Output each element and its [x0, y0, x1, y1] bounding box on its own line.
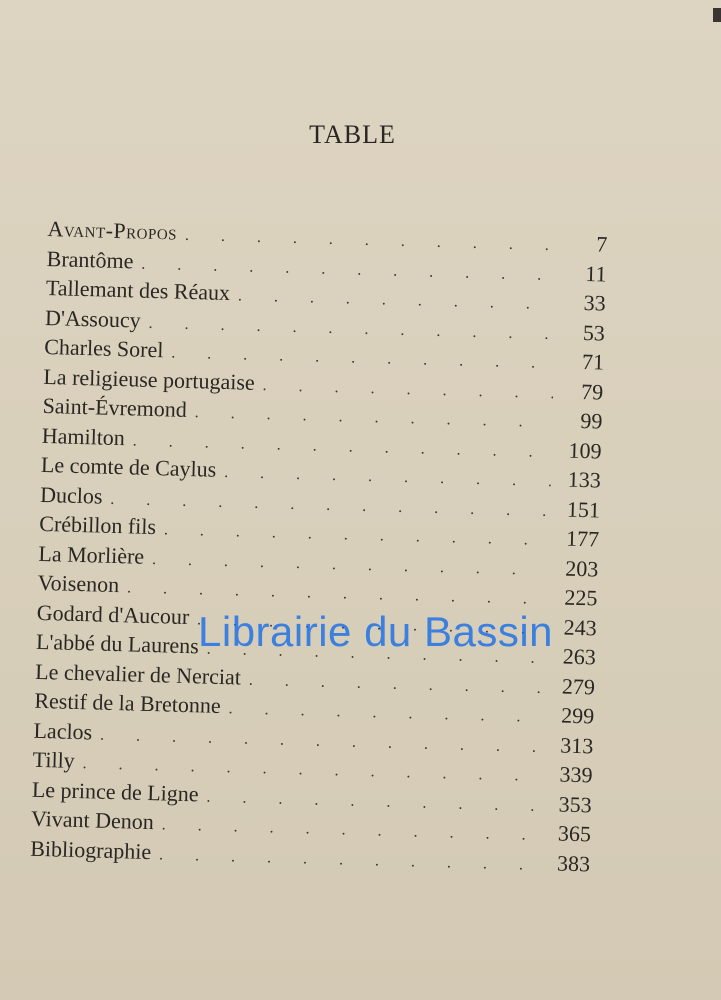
toc-entry-label: Hamilton — [41, 422, 126, 450]
toc-entry-label: Crébillon fils — [39, 510, 157, 540]
toc-entry-page: 263 — [562, 643, 597, 670]
toc-entry-page: 203 — [564, 555, 599, 581]
toc-entry-label: Charles Sorel — [43, 333, 164, 363]
page-title: TABLE — [309, 120, 396, 149]
toc-entry-page: 177 — [565, 525, 600, 552]
toc-entry-label: Tallemant des Réaux — [45, 274, 231, 306]
toc-entry-page: 151 — [566, 496, 601, 523]
toc-entry-page: 365 — [557, 820, 592, 847]
toc-entry-label: Saint-Évremond — [42, 392, 188, 422]
toc-entry-label: D'Assoucy — [44, 304, 142, 333]
toc-entry-page: 99 — [580, 407, 603, 434]
toc-entry-page: 313 — [560, 732, 594, 758]
toc-entry-label: Le chevalier de Nerciat — [34, 658, 242, 690]
toc-entry-page: 299 — [560, 702, 595, 729]
toc-entry-page: 71 — [581, 348, 605, 375]
toc-entry-label: Le comte de Caylus — [40, 451, 217, 482]
toc-entry-label: Le prince de Ligne — [31, 776, 199, 806]
table-of-contents — [30, 214, 608, 878]
toc-entry-label: Bibliographie — [29, 835, 152, 864]
toc-entry-label: Avant-Propos — [47, 215, 178, 245]
page-corner-mark — [713, 8, 721, 22]
toc-entry-page: 339 — [559, 761, 593, 788]
toc-entry-page: 225 — [564, 584, 598, 611]
toc-entry-label: Vivant Denon — [30, 805, 155, 835]
toc-entry-page: 53 — [582, 319, 606, 346]
toc-entry-page: 279 — [561, 673, 596, 699]
toc-entry-page: 133 — [567, 466, 602, 493]
toc-entry-page: 383 — [556, 849, 591, 876]
toc-entry-page: 109 — [568, 437, 602, 464]
toc-entry-label: Laclos — [33, 717, 93, 744]
toc-entry-label: Tilly — [32, 746, 76, 773]
toc-entry-page: 33 — [583, 289, 607, 316]
toc-entry-page: 79 — [580, 378, 604, 405]
toc-entry-label: La Morlière — [38, 540, 145, 569]
toc-entry-label: La religieuse portugaise — [43, 363, 256, 395]
toc-entry-label: Duclos — [39, 481, 103, 509]
toc-entry-label: L'abbé du Laurens — [35, 628, 200, 659]
toc-entry-page: 7 — [596, 231, 608, 257]
toc-entry-label: Godard d'Aucour — [36, 599, 190, 629]
toc-entry-page: 243 — [563, 614, 598, 640]
toc-entry-label: Brantôme — [46, 245, 134, 273]
toc-entry-label: Restif de la Bretonne — [34, 687, 222, 719]
toc-entry-page: 11 — [585, 260, 607, 287]
toc-entry-label: Voisenon — [37, 569, 120, 598]
watermark: Librairie du Bassin — [198, 608, 554, 655]
toc-entry-page: 353 — [558, 790, 593, 817]
